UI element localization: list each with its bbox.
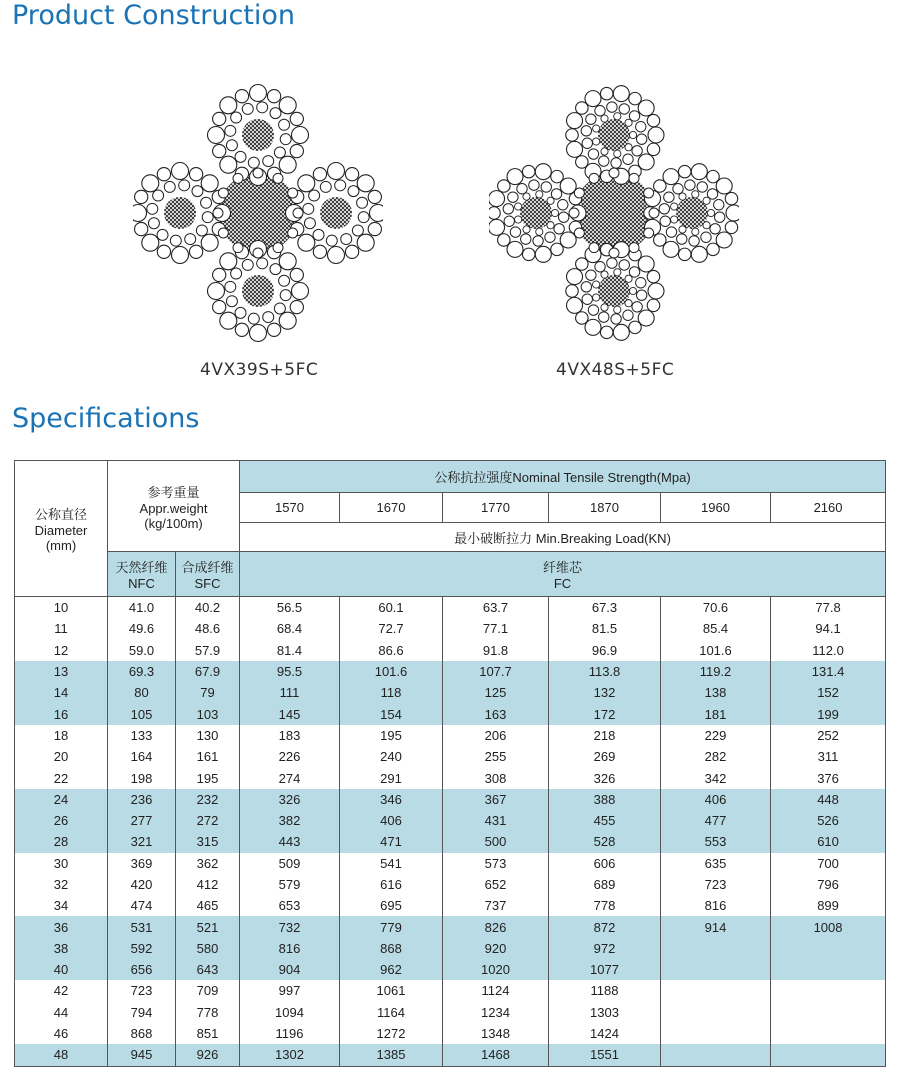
table-cell: 85.4 — [661, 618, 771, 639]
table-cell: 67.9 — [176, 661, 240, 682]
table-cell: 899 — [771, 895, 886, 916]
grade-header-1960: 1960 — [661, 493, 771, 523]
table-cell: 105 — [108, 703, 176, 724]
fc-header-cn: 纤维芯 — [543, 560, 583, 575]
table-cell: 914 — [661, 916, 771, 937]
table-cell — [771, 980, 886, 1001]
table-cell — [771, 938, 886, 959]
nfc-header-en: NFC — [128, 576, 155, 591]
table-cell: 1468 — [443, 1044, 549, 1066]
figure-caption-2: 4VX48S+5FC — [556, 360, 675, 380]
table-cell: 796 — [771, 874, 886, 895]
table-cell: 580 — [176, 938, 240, 959]
table-cell: 311 — [771, 746, 886, 767]
table-cell: 689 — [549, 874, 661, 895]
fc-header — [240, 552, 886, 597]
table-cell: 528 — [549, 831, 661, 852]
table-row — [15, 853, 886, 874]
table-cell — [771, 1023, 886, 1044]
table-cell: 1094 — [240, 1002, 340, 1023]
table-cell: 606 — [549, 853, 661, 874]
table-cell: 635 — [661, 853, 771, 874]
table-cell: 44 — [15, 1002, 108, 1023]
table-cell: 656 — [108, 959, 176, 980]
table-cell: 369 — [108, 853, 176, 874]
weight-header-cn: 参考重量 — [147, 484, 200, 500]
table-cell: 79 — [176, 682, 240, 703]
table-cell: 152 — [771, 682, 886, 703]
table-row — [15, 682, 886, 703]
table-cell: 342 — [661, 767, 771, 788]
grade-header-1770: 1770 — [443, 493, 549, 523]
table-cell: 1124 — [443, 980, 549, 1001]
table-cell: 10 — [15, 597, 108, 619]
table-cell: 920 — [443, 938, 549, 959]
table-cell: 1061 — [340, 980, 443, 1001]
table-cell: 226 — [240, 746, 340, 767]
table-cell: 616 — [340, 874, 443, 895]
table-cell: 541 — [340, 853, 443, 874]
table-cell: 851 — [176, 1023, 240, 1044]
table-cell — [661, 1002, 771, 1023]
table-cell: 38 — [15, 938, 108, 959]
table-cell: 70.6 — [661, 597, 771, 619]
table-cell: 133 — [108, 725, 176, 746]
table-cell: 69.3 — [108, 661, 176, 682]
table-row — [15, 874, 886, 895]
table-cell: 1424 — [549, 1023, 661, 1044]
table-cell: 107.7 — [443, 661, 549, 682]
table-row — [15, 767, 886, 788]
table-cell: 737 — [443, 895, 549, 916]
table-cell: 101.6 — [340, 661, 443, 682]
table-cell: 14 — [15, 682, 108, 703]
table-cell: 521 — [176, 916, 240, 937]
table-row — [15, 661, 886, 682]
rope-cross-section-4vx48s-image — [489, 82, 739, 344]
table-cell: 274 — [240, 767, 340, 788]
table-cell: 388 — [549, 789, 661, 810]
table-cell: 962 — [340, 959, 443, 980]
table-cell: 277 — [108, 810, 176, 831]
table-cell: 362 — [176, 853, 240, 874]
table-cell — [771, 1044, 886, 1066]
table-cell: 18 — [15, 725, 108, 746]
table-cell: 326 — [549, 767, 661, 788]
table-cell: 161 — [176, 746, 240, 767]
table-cell: 181 — [661, 703, 771, 724]
fc-header-en: FC — [553, 576, 572, 591]
table-cell: 500 — [443, 831, 549, 852]
table-cell: 653 — [240, 895, 340, 916]
table-cell — [661, 980, 771, 1001]
table-cell: 326 — [240, 789, 340, 810]
table-row — [15, 725, 886, 746]
table-cell: 592 — [108, 938, 176, 959]
table-cell: 346 — [340, 789, 443, 810]
table-row — [15, 916, 886, 937]
table-cell: 130 — [176, 725, 240, 746]
table-cell: 195 — [176, 767, 240, 788]
table-cell: 406 — [661, 789, 771, 810]
table-cell: 32 — [15, 874, 108, 895]
table-cell: 60.1 — [340, 597, 443, 619]
table-cell: 652 — [443, 874, 549, 895]
table-cell: 431 — [443, 810, 549, 831]
table-row — [15, 789, 886, 810]
grade-header-1570: 1570 — [240, 493, 340, 523]
table-cell: 945 — [108, 1044, 176, 1066]
table-cell: 1008 — [771, 916, 886, 937]
table-cell: 778 — [549, 895, 661, 916]
diameter-header-en: Diameter — [34, 523, 88, 538]
table-cell: 406 — [340, 810, 443, 831]
table-cell: 367 — [443, 789, 549, 810]
tensile-strength-header: 公称抗拉强度Nominal Tensile Strength(Mpa) — [240, 461, 886, 493]
table-cell: 282 — [661, 746, 771, 767]
table-cell: 709 — [176, 980, 240, 1001]
table-cell: 477 — [661, 810, 771, 831]
table-cell — [771, 1002, 886, 1023]
table-cell: 695 — [340, 895, 443, 916]
table-cell: 1551 — [549, 1044, 661, 1066]
table-cell: 40 — [15, 959, 108, 980]
table-cell: 1303 — [549, 1002, 661, 1023]
table-cell: 291 — [340, 767, 443, 788]
table-cell: 1385 — [340, 1044, 443, 1066]
table-cell: 91.8 — [443, 640, 549, 661]
table-cell: 443 — [240, 831, 340, 852]
weight-header-unit: (kg/100m) — [144, 515, 203, 531]
table-cell: 96.9 — [549, 640, 661, 661]
table-cell — [661, 938, 771, 959]
table-cell: 81.5 — [549, 618, 661, 639]
table-cell: 526 — [771, 810, 886, 831]
rope-cross-section-4vx39s-image — [133, 82, 383, 344]
table-cell: 872 — [549, 916, 661, 937]
table-cell: 723 — [661, 874, 771, 895]
table-cell: 610 — [771, 831, 886, 852]
table-cell: 531 — [108, 916, 176, 937]
table-cell: 779 — [340, 916, 443, 937]
table-cell: 1302 — [240, 1044, 340, 1066]
table-row — [15, 640, 886, 661]
table-cell: 34 — [15, 895, 108, 916]
table-cell: 236 — [108, 789, 176, 810]
table-cell: 94.1 — [771, 618, 886, 639]
table-row — [15, 895, 886, 916]
table-cell: 13 — [15, 661, 108, 682]
table-cell: 376 — [771, 767, 886, 788]
diameter-header — [15, 461, 108, 597]
table-cell — [661, 1044, 771, 1066]
table-cell: 49.6 — [108, 618, 176, 639]
table-cell: 198 — [108, 767, 176, 788]
table-cell: 36 — [15, 916, 108, 937]
table-cell: 321 — [108, 831, 176, 852]
table-cell: 80 — [108, 682, 176, 703]
table-cell: 308 — [443, 767, 549, 788]
table-cell — [661, 1023, 771, 1044]
table-cell: 101.6 — [661, 640, 771, 661]
table-row — [15, 980, 886, 1001]
table-cell: 26 — [15, 810, 108, 831]
table-cell: 28 — [15, 831, 108, 852]
table-cell: 12 — [15, 640, 108, 661]
table-cell: 573 — [443, 853, 549, 874]
table-cell: 926 — [176, 1044, 240, 1066]
table-cell: 77.1 — [443, 618, 549, 639]
table-cell: 154 — [340, 703, 443, 724]
table-cell: 86.6 — [340, 640, 443, 661]
table-cell: 145 — [240, 703, 340, 724]
table-cell: 63.7 — [443, 597, 549, 619]
table-cell: 218 — [549, 725, 661, 746]
table-row — [15, 831, 886, 852]
table-cell: 579 — [240, 874, 340, 895]
table-cell: 132 — [549, 682, 661, 703]
table-cell: 30 — [15, 853, 108, 874]
table-cell: 232 — [176, 789, 240, 810]
table-cell: 16 — [15, 703, 108, 724]
table-cell: 868 — [108, 1023, 176, 1044]
table-cell: 1077 — [549, 959, 661, 980]
table-cell: 183 — [240, 725, 340, 746]
table-cell: 72.7 — [340, 618, 443, 639]
nfc-header — [108, 552, 176, 597]
table-cell: 24 — [15, 789, 108, 810]
weight-header-en: Appr.weight — [139, 500, 208, 516]
table-cell: 41.0 — [108, 597, 176, 619]
table-cell: 48 — [15, 1044, 108, 1066]
table-cell: 206 — [443, 725, 549, 746]
table-cell: 67.3 — [549, 597, 661, 619]
table-cell: 40.2 — [176, 597, 240, 619]
breaking-load-header: 最小破断拉力 Min.Breaking Load(KN) — [240, 523, 886, 552]
table-cell: 59.0 — [108, 640, 176, 661]
table-cell: 826 — [443, 916, 549, 937]
table-cell: 382 — [240, 810, 340, 831]
table-cell: 77.8 — [771, 597, 886, 619]
grade-header-1870: 1870 — [549, 493, 661, 523]
table-cell: 113.8 — [549, 661, 661, 682]
sfc-header-cn: 合成纤维 — [181, 560, 234, 575]
grade-header-1670: 1670 — [340, 493, 443, 523]
table-cell: 22 — [15, 767, 108, 788]
table-cell — [661, 959, 771, 980]
table-cell: 272 — [176, 810, 240, 831]
table-cell: 20 — [15, 746, 108, 767]
table-cell: 794 — [108, 1002, 176, 1023]
table-cell: 138 — [661, 682, 771, 703]
table-cell: 778 — [176, 1002, 240, 1023]
specifications-heading: Specifications — [12, 403, 200, 434]
table-cell: 420 — [108, 874, 176, 895]
table-cell: 131.4 — [771, 661, 886, 682]
table-row — [15, 703, 886, 724]
table-cell: 972 — [549, 938, 661, 959]
product-construction-heading: Product Construction — [12, 0, 296, 31]
table-cell: 732 — [240, 916, 340, 937]
diameter-header-cn: 公称直径 — [34, 507, 87, 522]
table-cell: 904 — [240, 959, 340, 980]
table-cell: 1234 — [443, 1002, 549, 1023]
grade-header-2160: 2160 — [771, 493, 886, 523]
table-row — [15, 959, 886, 980]
table-cell: 1188 — [549, 980, 661, 1001]
table-cell: 199 — [771, 703, 886, 724]
table-cell: 816 — [661, 895, 771, 916]
table-cell: 164 — [108, 746, 176, 767]
table-row — [15, 938, 886, 959]
table-cell: 240 — [340, 746, 443, 767]
nfc-header-cn: 天然纤维 — [115, 560, 168, 575]
table-cell: 252 — [771, 725, 886, 746]
table-row — [15, 618, 886, 639]
specifications-table — [14, 460, 886, 1067]
table-cell: 68.4 — [240, 618, 340, 639]
table-cell: 1272 — [340, 1023, 443, 1044]
figure-caption-1: 4VX39S+5FC — [200, 360, 319, 380]
table-cell: 48.6 — [176, 618, 240, 639]
table-cell: 465 — [176, 895, 240, 916]
table-cell: 57.9 — [176, 640, 240, 661]
table-cell: 118 — [340, 682, 443, 703]
sfc-header-en: SFC — [194, 576, 221, 591]
table-cell: 643 — [176, 959, 240, 980]
table-cell: 412 — [176, 874, 240, 895]
table-row — [15, 746, 886, 767]
table-cell: 11 — [15, 618, 108, 639]
table-cell: 119.2 — [661, 661, 771, 682]
table-cell: 509 — [240, 853, 340, 874]
table-cell: 816 — [240, 938, 340, 959]
table-cell: 229 — [661, 725, 771, 746]
table-cell: 269 — [549, 746, 661, 767]
table-cell: 81.4 — [240, 640, 340, 661]
weight-header — [108, 461, 240, 552]
diameter-header-unit: (mm) — [45, 538, 77, 553]
table-cell: 474 — [108, 895, 176, 916]
table-cell: 56.5 — [240, 597, 340, 619]
table-cell: 125 — [443, 682, 549, 703]
table-cell: 172 — [549, 703, 661, 724]
table-cell: 111 — [240, 682, 340, 703]
table-cell: 868 — [340, 938, 443, 959]
table-row — [15, 1044, 886, 1066]
table-cell: 315 — [176, 831, 240, 852]
table-cell: 1020 — [443, 959, 549, 980]
table-cell: 553 — [661, 831, 771, 852]
table-row — [15, 1002, 886, 1023]
table-cell: 42 — [15, 980, 108, 1001]
table-cell: 255 — [443, 746, 549, 767]
table-cell: 700 — [771, 853, 886, 874]
table-cell: 723 — [108, 980, 176, 1001]
table-cell: 455 — [549, 810, 661, 831]
table-cell: 195 — [340, 725, 443, 746]
table-cell: 448 — [771, 789, 886, 810]
table-cell: 163 — [443, 703, 549, 724]
table-cell: 103 — [176, 703, 240, 724]
table-row — [15, 810, 886, 831]
table-cell: 471 — [340, 831, 443, 852]
table-row — [15, 1023, 886, 1044]
table-cell: 112.0 — [771, 640, 886, 661]
table-cell: 46 — [15, 1023, 108, 1044]
table-cell: 1348 — [443, 1023, 549, 1044]
table-cell — [771, 959, 886, 980]
table-cell: 95.5 — [240, 661, 340, 682]
sfc-header — [176, 552, 240, 597]
table-cell: 997 — [240, 980, 340, 1001]
table-row — [15, 597, 886, 619]
table-cell: 1164 — [340, 1002, 443, 1023]
table-cell: 1196 — [240, 1023, 340, 1044]
